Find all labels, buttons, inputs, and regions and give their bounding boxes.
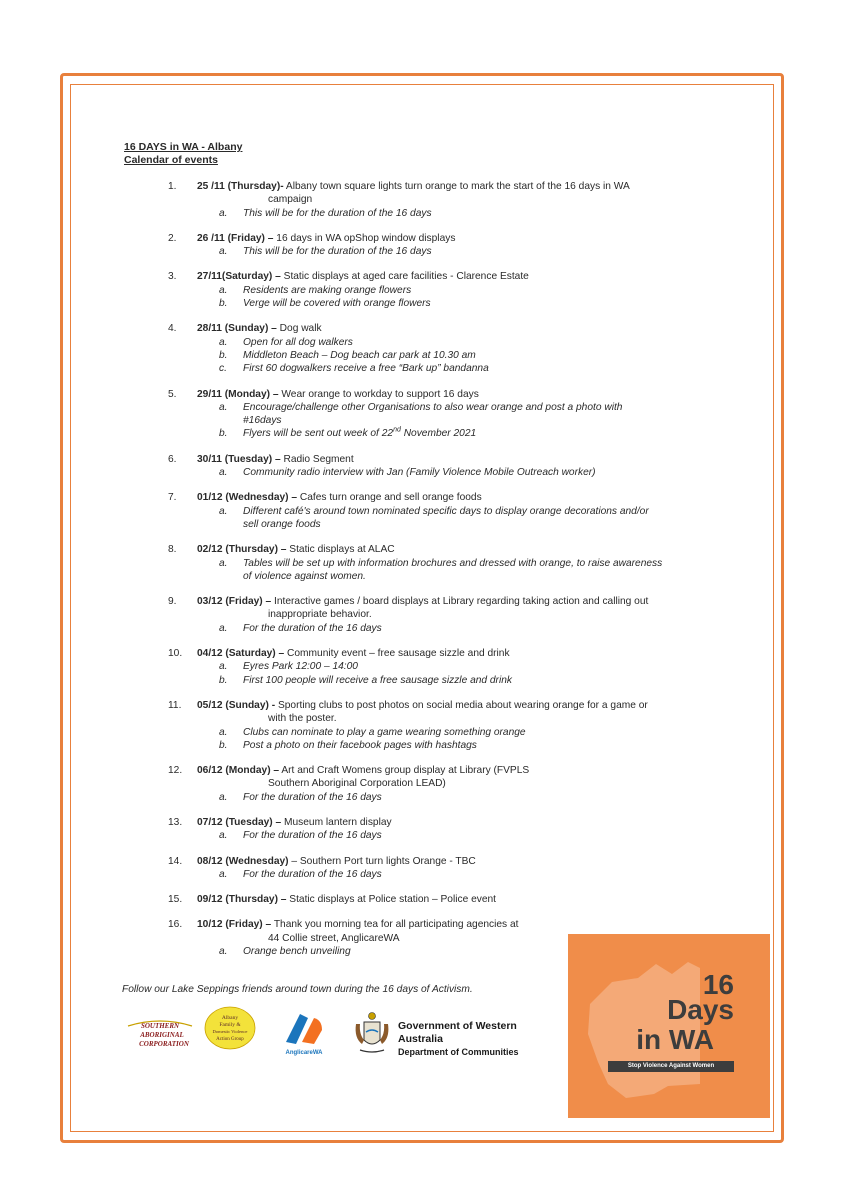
- event-line: [150, 893, 760, 906]
- event-date: 05/12 (Sunday) -: [197, 699, 276, 711]
- poster-in-wa: in WA: [636, 1024, 714, 1055]
- event-line: [150, 270, 760, 283]
- event-item: [150, 270, 760, 310]
- event-subitem-continued: [219, 414, 760, 427]
- event-number: 3.: [168, 271, 177, 283]
- subitem-letter: a.: [219, 505, 228, 517]
- anglicare-wordmark: AnglicareWA: [285, 1050, 323, 1056]
- event-number: 1.: [168, 181, 177, 192]
- event-date: 28/11 (Sunday) –: [197, 323, 277, 335]
- event-subitems: [219, 336, 760, 376]
- event-subitem: [219, 336, 760, 349]
- event-item: [150, 855, 760, 882]
- event-subitem: [219, 660, 760, 673]
- event-number: 14.: [168, 855, 183, 867]
- afdv-action-group-logo: [204, 1006, 256, 1050]
- subitem-text-continued: #16days: [243, 415, 282, 427]
- event-number: 2.: [168, 232, 177, 244]
- event-description: Community event – free sausage sizzle and drink: [284, 648, 510, 660]
- subitem-text: Community radio interview with Jan (Family Violence Mobile Outreach worker): [243, 467, 596, 479]
- subitem-letter: b.: [219, 739, 228, 751]
- event-subitem-continued: [219, 570, 760, 583]
- subitem-text: Different café's around town nominated specific days to display orange decorations and/or: [243, 505, 649, 517]
- event-description: Albany town square lights turn orange to mark the start of the 16 days in WA: [283, 181, 630, 192]
- event-date: 08/12 (Wednesday): [197, 855, 289, 867]
- event-item: [150, 232, 760, 259]
- event-item: [150, 322, 760, 375]
- event-subitems: [219, 622, 760, 635]
- event-subitems: [219, 284, 760, 311]
- event-description-continued: Southern Aboriginal Corporation LEAD): [268, 778, 446, 790]
- event-description: Thank you morning tea for all participating agencies at: [271, 919, 519, 931]
- event-item: [150, 647, 760, 687]
- event-subitem: [219, 401, 760, 414]
- event-line: [150, 232, 760, 245]
- events-list: [150, 180, 760, 970]
- event-subitems: [219, 829, 760, 842]
- subitem-letter: b.: [219, 428, 228, 440]
- event-item: [150, 180, 760, 220]
- subitem-superscript: nd: [393, 427, 401, 435]
- afdv-line-3: Domestic Violence: [212, 1029, 248, 1034]
- subitem-letter: b.: [219, 298, 228, 310]
- event-subitem: [219, 829, 760, 842]
- event-description: Wear orange to workday to support 16 days: [278, 388, 479, 400]
- event-number: 13.: [168, 816, 183, 828]
- event-line: [150, 647, 760, 660]
- event-subitems: [219, 726, 760, 753]
- partner-logos: [120, 1004, 560, 1064]
- subitem-letter: b.: [219, 349, 228, 361]
- event-date: 06/12 (Monday) –: [197, 765, 280, 777]
- afdv-line-2: Family &: [219, 1022, 241, 1028]
- event-subitems: [219, 207, 760, 220]
- subitem-letter: a.: [219, 791, 228, 803]
- event-line: [150, 543, 760, 556]
- event-item: [150, 491, 760, 531]
- event-date: 30/11 (Tuesday) –: [197, 453, 281, 465]
- afdv-line-1: Albany: [221, 1015, 239, 1021]
- event-item: [150, 816, 760, 843]
- event-subitem: [219, 207, 760, 220]
- event-item: [150, 453, 760, 480]
- event-subitem: [219, 505, 760, 518]
- subitem-text: Verge will be covered with orange flowers: [243, 298, 431, 310]
- event-subitem: [219, 739, 760, 752]
- subitem-letter: a.: [219, 661, 228, 673]
- subitem-text: First 100 people will receive a free sausage sizzle and drink: [243, 674, 512, 686]
- event-description: 16 days in WA opShop window displays: [273, 232, 456, 244]
- poster-days: Days: [667, 994, 734, 1025]
- event-line: [150, 180, 760, 193]
- subitem-text: Residents are making orange flowers: [243, 284, 412, 296]
- event-item: [150, 699, 760, 752]
- event-description: Museum lantern display: [281, 816, 392, 828]
- event-date: 03/12 (Friday) –: [197, 596, 272, 608]
- heading-subtitle: Calendar of events: [124, 154, 218, 166]
- event-date: 27/11(Saturday) –: [197, 271, 281, 283]
- subitem-letter: b.: [219, 674, 228, 686]
- event-description: Dog walk: [276, 323, 322, 335]
- event-number: 10.: [168, 648, 183, 660]
- event-line: [150, 699, 760, 712]
- event-subitem: [219, 245, 760, 258]
- subitem-text-continued: of violence against women.: [243, 570, 366, 582]
- subitem-text: Tables will be set up with information brochures and dressed with orange, to raise awareness: [243, 557, 663, 569]
- event-date: 25 /11 (Thursday)-: [197, 181, 284, 192]
- heading-title: 16 DAYS in WA - Albany: [124, 141, 243, 153]
- poster-tagline: Stop Violence Against Women: [608, 1061, 734, 1072]
- event-description: Cafes turn orange and sell orange foods: [297, 492, 482, 504]
- event-number: 16.: [168, 919, 183, 931]
- event-item: [150, 595, 760, 635]
- subitem-letter: a.: [219, 207, 228, 219]
- sac-line-1: SOUTHERN: [140, 1022, 180, 1030]
- sac-line-3: CORPORATION: [139, 1040, 189, 1048]
- event-subitem: [219, 791, 760, 804]
- event-date: 02/12 (Thursday) –: [197, 544, 287, 556]
- event-description: Interactive games / board displays at Library regarding taking action and calling out: [271, 596, 649, 608]
- event-subitem: [219, 284, 760, 297]
- event-number: 4.: [168, 323, 177, 335]
- event-number: 15.: [168, 894, 183, 906]
- event-subitem: [219, 349, 760, 362]
- event-description: Sporting clubs to post photos on social media about wearing orange for a game or: [275, 699, 648, 711]
- subitem-text: For the duration of the 16 days: [243, 791, 382, 803]
- subitem-letter: a.: [219, 557, 228, 569]
- event-date: 01/12 (Wednesday) –: [197, 492, 298, 504]
- event-subitems: [219, 505, 760, 532]
- subitem-letter: a.: [219, 946, 228, 958]
- event-line: [150, 453, 760, 466]
- event-date: 04/12 (Saturday) –: [197, 648, 285, 660]
- event-subitem: [219, 868, 760, 881]
- event-subitem: [219, 622, 760, 635]
- subitem-letter: a.: [219, 401, 228, 413]
- subitem-text: Eyres Park 12:00 – 14:00: [243, 661, 358, 673]
- event-description: Radio Segment: [280, 453, 354, 465]
- event-item: [150, 764, 760, 804]
- event-date: 29/11 (Monday) –: [197, 388, 279, 400]
- event-line: [150, 491, 760, 504]
- event-subitems: [219, 660, 760, 687]
- afdv-line-4: Action Group: [216, 1037, 244, 1042]
- event-subitem: [219, 557, 760, 570]
- gov-line-2: Department of Communities: [398, 1047, 519, 1057]
- event-subitem: [219, 427, 760, 440]
- subitem-text: Orange bench unveiling: [243, 946, 351, 958]
- government-wa-text: [398, 1020, 560, 1059]
- event-subitems: [219, 245, 760, 258]
- event-subitems: [219, 868, 760, 881]
- subitem-text: Middleton Beach – Dog beach car park at 10.30 am: [243, 349, 476, 361]
- event-description-continued: campaign: [268, 194, 313, 206]
- subitem-text-after: November 2021: [400, 428, 477, 440]
- subitem-letter: a.: [219, 726, 228, 738]
- event-number: 6.: [168, 453, 177, 465]
- subitem-text-continued: sell orange foods: [243, 518, 321, 530]
- event-date: 10/12 (Friday) –: [197, 919, 272, 931]
- subitem-text: Clubs can nominate to play a game wearing something orange: [243, 726, 526, 738]
- event-item: [150, 893, 760, 906]
- event-subitems: [219, 401, 760, 441]
- event-line: [150, 816, 760, 829]
- subitem-letter: a.: [219, 622, 228, 634]
- subitem-letter: a.: [219, 868, 228, 880]
- event-number: 11.: [168, 699, 182, 711]
- southern-aboriginal-corporation-logo: [122, 1012, 198, 1052]
- event-subitem: [219, 674, 760, 687]
- event-line: [150, 322, 760, 335]
- subitem-letter: c.: [219, 363, 227, 375]
- event-subitem: [219, 726, 760, 739]
- event-subitems: [219, 791, 760, 804]
- event-number: 8.: [168, 544, 177, 556]
- event-date: 09/12 (Thursday) –: [197, 894, 287, 906]
- subitem-text: This will be for the duration of the 16 days: [243, 207, 432, 219]
- subitem-text: For the duration of the 16 days: [243, 868, 382, 880]
- event-number: 5.: [168, 388, 177, 400]
- event-description: Static displays at aged care facilities - Clarence Estate: [280, 271, 529, 283]
- subitem-text: For the duration of the 16 days: [243, 622, 382, 634]
- subitem-letter: a.: [219, 467, 228, 479]
- event-number: 7.: [168, 492, 177, 504]
- subitem-text: For the duration of the 16 days: [243, 830, 382, 842]
- event-description-continued: with the poster.: [268, 713, 337, 725]
- event-description: Static displays at ALAC: [286, 544, 395, 556]
- subitem-letter: a.: [219, 336, 228, 348]
- event-description: Art and Craft Womens group display at Library (FVPLS: [279, 765, 530, 777]
- event-description-continued: 44 Collie street, AnglicareWA: [268, 932, 400, 944]
- event-subitems: [219, 557, 760, 584]
- sac-line-2: ABORIGINAL: [140, 1031, 184, 1039]
- wa-government-crest-icon: [352, 1010, 392, 1058]
- anglicare-wa-logo: [278, 1006, 330, 1058]
- event-subitem: [219, 297, 760, 310]
- event-line: [150, 388, 760, 401]
- subitem-text: Encourage/challenge other Organisations to also wear orange and post a photo with: [243, 401, 623, 413]
- event-description: Static displays at Police station – Police event: [286, 894, 496, 906]
- subitem-letter: a.: [219, 246, 228, 258]
- document-heading: [124, 141, 242, 167]
- subitem-letter: a.: [219, 830, 228, 842]
- gov-line-1: Government of Western Australia: [398, 1020, 517, 1045]
- subitem-text: Flyers will be sent out week of 22: [243, 428, 394, 440]
- event-subitems: [219, 466, 760, 479]
- event-description: – Southern Port turn lights Orange - TBC: [288, 855, 476, 867]
- event-date: 07/12 (Tuesday) –: [197, 816, 282, 828]
- event-subitem: [219, 362, 760, 375]
- subitem-letter: a.: [219, 284, 228, 296]
- follow-note: Follow our Lake Seppings friends around town during the 16 days of Activism.: [122, 984, 473, 995]
- subitem-text: Open for all dog walkers: [243, 336, 353, 348]
- sixteen-days-poster: [568, 934, 770, 1118]
- event-number: 12.: [168, 765, 183, 777]
- event-number: 9.: [168, 596, 177, 608]
- subitem-text: Post a photo on their facebook pages with hashtags: [243, 739, 477, 751]
- event-line: [150, 595, 760, 608]
- event-line: [150, 855, 760, 868]
- subitem-text: First 60 dogwalkers receive a free “Bark up” bandanna: [243, 363, 489, 375]
- event-line: [150, 764, 760, 777]
- event-item: [150, 388, 760, 441]
- event-subitem-continued: [219, 518, 760, 531]
- event-description-continued: inappropriate behavior.: [268, 609, 372, 621]
- event-item: [150, 543, 760, 583]
- event-date: 26 /11 (Friday) –: [197, 232, 274, 244]
- event-subitem: [219, 466, 760, 479]
- poster-number: 16: [702, 969, 734, 1000]
- subitem-text: This will be for the duration of the 16 days: [243, 246, 432, 258]
- event-line: [150, 918, 760, 931]
